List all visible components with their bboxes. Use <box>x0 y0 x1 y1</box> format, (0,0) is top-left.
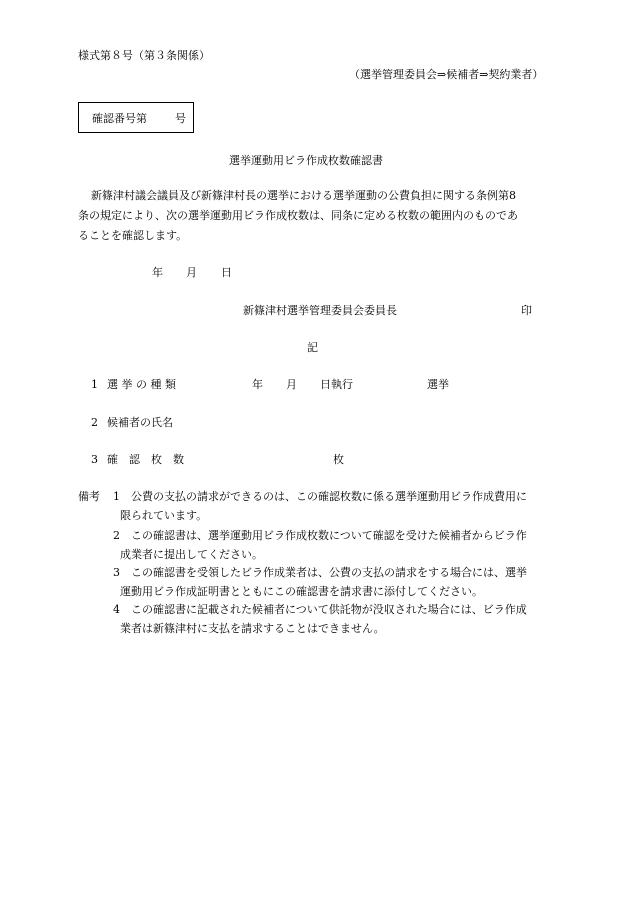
date-year: 年 <box>152 266 163 279</box>
item-1-year: 年 <box>252 378 263 391</box>
item-1-label: 選 挙 の 種 類 <box>107 378 176 391</box>
item-2-number: 2 <box>91 416 98 429</box>
body-line-1: 新篠津村議会議員及び新篠津村長の選挙における選挙運動の公費負担に関する条例第8 <box>91 189 516 202</box>
confirm-number-suffix: 号 <box>175 112 186 125</box>
note-1-line-2: 限られています。 <box>120 509 208 522</box>
body-line-2: 条の規定により、次の選挙運動用ビラ作成枚数は、同条に定める枚数の範囲内のものであ <box>78 209 518 222</box>
seal-mark: 印 <box>521 304 532 317</box>
note-2-line-1: 2 この確認書は、選挙運動用ビラ作成枚数について確認を受けた候補者からビラ作 <box>113 529 527 542</box>
note-3-line-2: 運動用ビラ作成証明書とともにこの確認書を請求書に添付してください。 <box>120 585 483 598</box>
note-2-line-2: 成業者に提出してください。 <box>120 548 263 561</box>
confirm-number-label: 確認番号第 <box>92 112 147 125</box>
note-4-line-2: 業者は新篠津村に支払を請求することはできません。 <box>120 622 385 635</box>
item-2-label: 候補者の氏名 <box>107 416 173 429</box>
ki-heading: 記 <box>307 341 318 354</box>
issuer-title: 新篠津村選挙管理委員会委員長 <box>243 304 397 317</box>
item-1-number: 1 <box>91 378 98 391</box>
confirm-number-box <box>78 102 194 133</box>
form-number: 様式第８号（第３条関係） <box>78 49 210 62</box>
note-4-line-1: 4 この確認書に記載された候補者について供託物が没収された場合には、ビラ作成 <box>113 603 527 616</box>
body-line-3: ることを確認します。 <box>78 229 188 242</box>
item-1-day: 日執行 <box>320 378 353 391</box>
item-1-month: 月 <box>286 378 297 391</box>
item-1-election: 選挙 <box>427 378 449 391</box>
date-day: 日 <box>221 266 232 279</box>
note-3-line-1: 3 この確認書を受領したビラ作成業者は、公費の支払の請求をする場合には、選挙 <box>113 566 527 579</box>
routing-note: （選挙管理委員会⇒候補者⇒契約業者） <box>349 68 544 81</box>
notes-label: 備考 <box>78 490 100 503</box>
item-3-number: 3 <box>91 453 98 466</box>
document-title: 選挙運動用ビラ作成枚数確認書 <box>229 154 383 167</box>
item-3-label: 確 認 枚 数 <box>107 453 184 466</box>
item-3-unit: 枚 <box>333 453 344 466</box>
note-1-line-1: 1 公費の支払の請求ができるのは、この確認枚数に係る選挙運動用ビラ作成費用に <box>113 490 527 503</box>
date-month: 月 <box>186 266 197 279</box>
